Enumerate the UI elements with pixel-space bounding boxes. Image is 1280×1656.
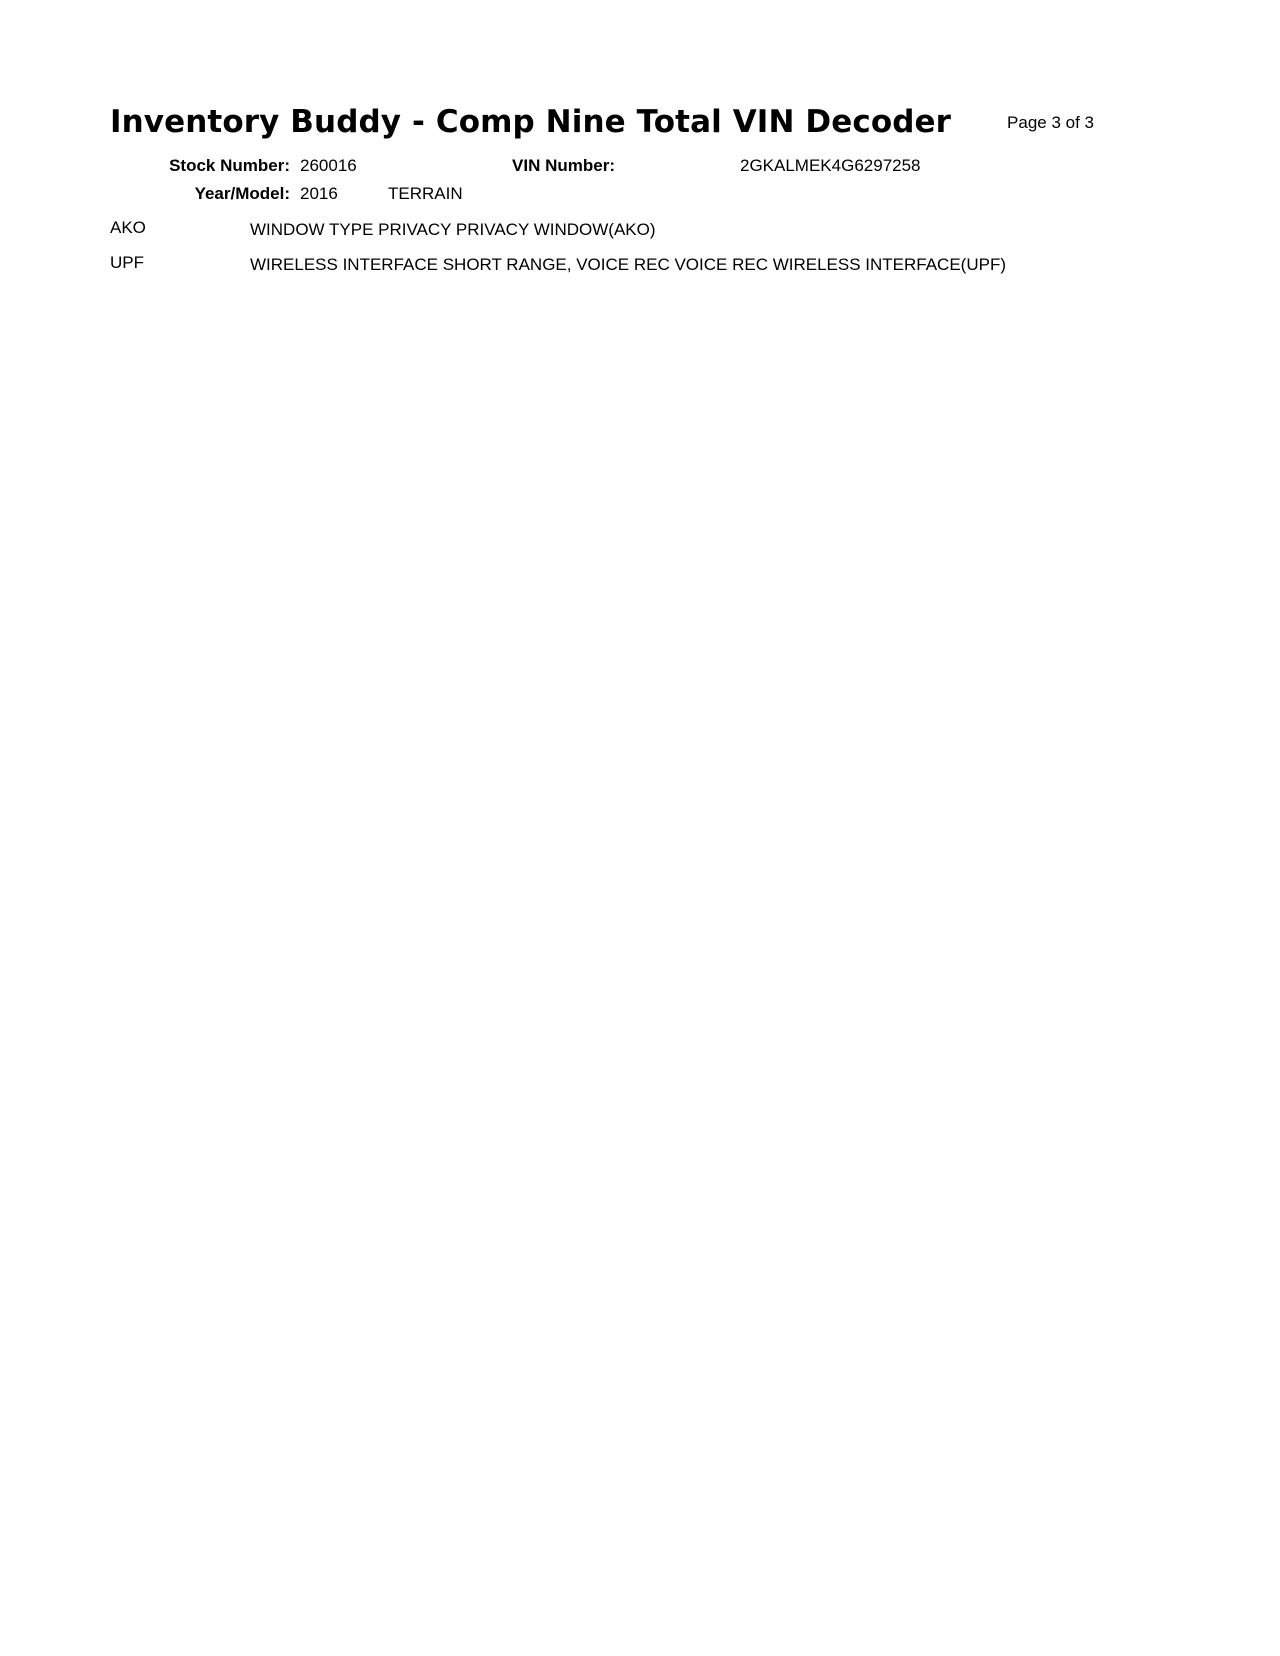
page-title: Inventory Buddy - Comp Nine Total VIN Decoder — [110, 104, 952, 140]
vin-number-label: VIN Number: — [512, 156, 615, 175]
page-indicator: Page 3 of 3 — [1007, 113, 1094, 132]
year-value: 2016 — [300, 184, 338, 203]
option-description: WINDOW TYPE PRIVACY PRIVACY WINDOW(AKO) — [250, 220, 656, 239]
stock-number-label: Stock Number: — [169, 156, 290, 175]
model-value: TERRAIN — [388, 184, 463, 203]
list-item — [110, 253, 1070, 278]
list-item — [110, 218, 1070, 243]
vin-number-value: 2GKALMEK4G6297258 — [740, 156, 921, 175]
stock-number-value: 260016 — [300, 156, 357, 175]
option-code: UPF — [110, 252, 144, 272]
option-code: AKO — [110, 218, 146, 237]
year-model-label: Year/Model: — [194, 184, 290, 203]
option-list — [110, 218, 1070, 287]
option-description: WIRELESS INTERFACE SHORT RANGE, VOICE REC VOICE REC WIRELESS INTERFACE(UPF) — [250, 254, 1006, 274]
